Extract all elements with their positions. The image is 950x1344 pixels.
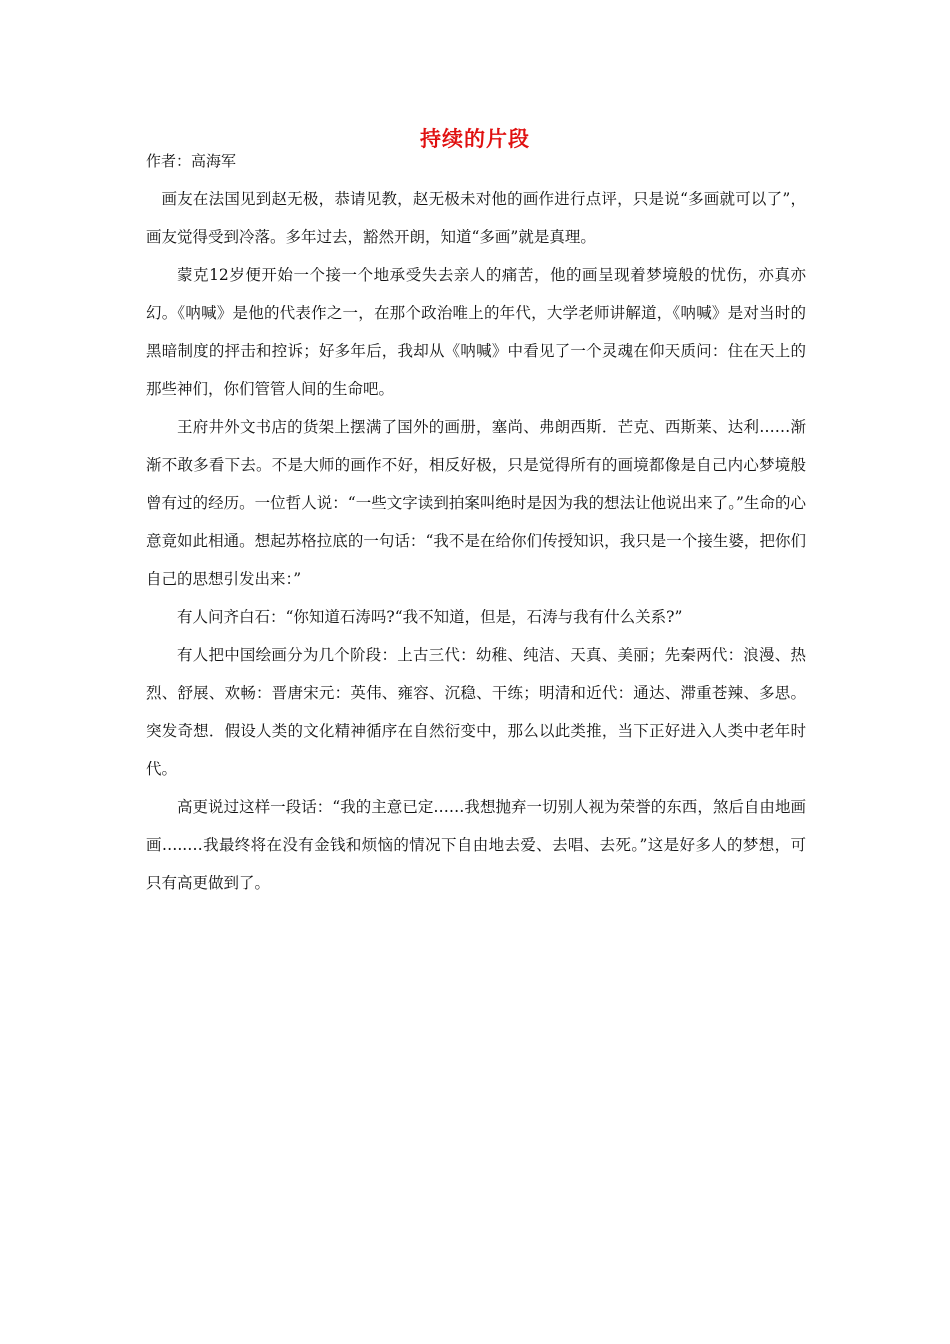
document-title: 持续的片段 [420,127,530,151]
paragraph: 高更说过这样一段话：“我的主意已定……我想抛弃一切别人视为荣誉的东西，煞后自由地画画…..…我最终将在没有金钱和烦恼的情况下自由地去爱、去唱、去死。”这是好多人的梦想，可只有高更做到了。 [146,798,806,892]
paragraph: 有人把中国绘画分为几个阶段：上古三代：幼稚、纯洁、天真、美丽；先秦两代：浪漫、热烈、舒展、欢畅：晋唐宋元：英伟、雍容、沉稳、干练；明清和近代：通达、滞重苍辣、多思。突发奇想．假设人类的文化精神循序在自然衍变中，那么以此类推，当下正好进入人类中老年时代。 [146,646,806,778]
paragraph: 有人问齐白石：“你知道石涛吗?“我不知道，但是，石涛与我有什么关系?” [177,608,683,626]
author-line: 作者：高海军 [146,152,237,170]
paragraph: 王府井外文书店的货架上摆满了国外的画册，塞尚、弗朗西斯．芒克、西斯莱、达利……渐渐不敢多看下去。不是大师的画作不好，相反好极，只是觉得所有的画境都像是自己内心梦境般曾有过的经历。一位哲人说：“一些文字读到拍案叫绝时是因为我的想法让他说出来了。”生命的心意竟如此相通。想起苏格拉底的一句话：“我不是在给你们传授知识，我只是一个接生婆，把你们自己的思想引发出来：” [146,418,806,588]
paragraph: 蒙克12岁便开始一个接一个地承受失去亲人的痛苦，他的画呈现着梦境般的忧伤，亦真亦幻。《呐喊》是他的代表作之一，在那个政治唯上的年代，大学老师讲解道，《呐喊》是对当时的黑暗制度的抨击和控诉；好多年后，我却从《呐喊》中看见了一个灵魂在仰天质问：住在天上的那些神们，你们管管人间的生命吧。 [146,266,806,398]
paragraph: 画友在法国见到赵无极，恭请见教，赵无极未对他的画作进行点评，只是说“多画就可以了”，画友觉得受到冷落。多年过去，豁然开朗，知道“多画”就是真理。 [146,190,806,246]
body-text [146,180,806,902]
